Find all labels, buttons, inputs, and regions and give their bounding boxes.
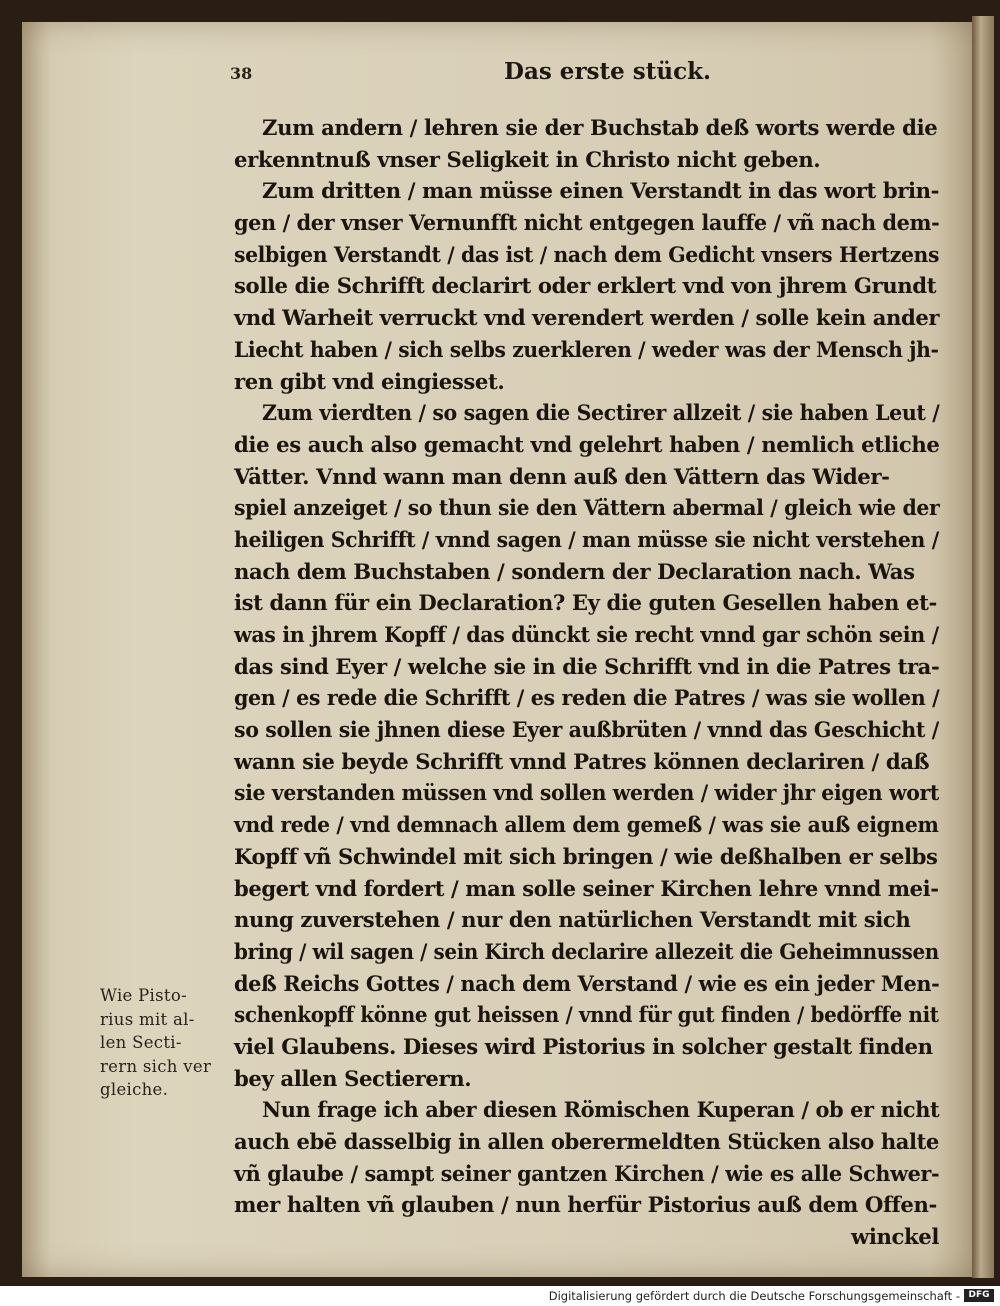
marginal-note bbox=[100, 984, 240, 1102]
text-line: Vätter. Vnnd wann man denn auß den Vättern das Wider- bbox=[234, 463, 890, 489]
text-line: deß Reichs Gottes / nach dem Verstand / wie es ein jeder Men- bbox=[234, 970, 940, 996]
text-line: das sind Eyer / welche sie in die Schrifft vnd in die Patres tra- bbox=[234, 653, 940, 679]
text-line: ist dann für ein Declaration? Ey die guten Gesellen haben et- bbox=[234, 590, 937, 616]
footer-bar bbox=[0, 1286, 1000, 1306]
text-line: vnd rede / vnd demnach allem dem gemeß / was sie auß eignem bbox=[234, 812, 939, 838]
text-line: erkenntnuß vnser Seligkeit in Christo nicht geben. bbox=[234, 146, 821, 172]
text-line: spiel anzeiget / so thun sie den Vättern abermal / gleich wie der bbox=[234, 495, 940, 521]
text-line: auch ebē dasselbig in allen oberermeldten Stücken also halte bbox=[234, 1129, 939, 1154]
text-line: Kopff vñ Schwindel mit sich bringen / wie deßhalben er selbs bbox=[234, 843, 938, 869]
text-line: heiligen Schrifft / vnnd sagen / man müsse sie nicht verstehen / bbox=[234, 526, 939, 552]
text-line: Zum dritten / man müsse einen Verstandt in das wort brin- bbox=[262, 178, 940, 204]
text-line: solle die Schrifft declarirt oder erklert vnd von jhrem Grundt bbox=[234, 273, 937, 299]
text-line: Zum vierdten / so sagen die Sectirer allzeit / sie haben Leut / bbox=[262, 400, 940, 426]
text-line: Liecht haben / sich selbs zuerkleren / weder was der Mensch jh- bbox=[234, 336, 939, 362]
text-line: sie verstanden müssen vnd sollen werden / wider jhr eigen wort bbox=[234, 780, 939, 806]
marginal-note-line: Wie Pisto- bbox=[100, 986, 187, 1005]
text-line: Zum andern / lehren sie der Buchstab deß worts werde die bbox=[262, 115, 938, 140]
marginal-note-line: len Secti- bbox=[100, 1033, 182, 1053]
text-line: ren gibt vnd eingiesset. bbox=[234, 368, 505, 394]
text-line: was in jhrem Kopff / das dünckt sie recht vnnd gar schön sein / bbox=[234, 622, 939, 647]
text-line: mer halten vñ glauben / nun herfür Pistorius auß dem Offen- bbox=[234, 1192, 937, 1218]
text-line: die es auch also gemacht vnd gelehrt haben / nemlich etliche bbox=[234, 431, 940, 457]
page-number: 38 bbox=[230, 64, 253, 83]
text-line: schenkopff könne gut heissen / vnnd für gut finden / bedörffe nit bbox=[234, 1002, 939, 1028]
body-text bbox=[234, 112, 939, 1253]
funding-credit: Digitalisierung gefördert durch die Deutsche Forschungsgemeinschaft - bbox=[548, 1289, 960, 1303]
text-line: bring / wil sagen / sein Kirch declarire allezeit die Geheimnussen bbox=[234, 938, 939, 964]
text-line: selbigen Verstandt / das ist / nach dem Gedicht vnsers Hertzens bbox=[234, 241, 940, 267]
dfg-logo: DFG bbox=[964, 1289, 994, 1302]
text-line: so sollen sie jhnen diese Eyer außbrüten / vnnd das Geschicht / bbox=[234, 717, 939, 743]
marginal-note-line: rius mit al- bbox=[100, 1009, 195, 1029]
text-line: gen / es rede die Schrifft / es reden die Patres / was sie wollen / bbox=[234, 685, 940, 711]
text-line: nung zuverstehen / nur den natürlichen Verstandt mit sich bbox=[234, 907, 911, 933]
text-line: vñ glaube / sampt seiner gantzen Kirchen / wie es alle Schwer- bbox=[234, 1160, 940, 1186]
text-line: bey allen Sectierern. bbox=[234, 1065, 472, 1091]
text-line: wann sie beyde Schrifft vnnd Patres können declariren / daß bbox=[234, 748, 930, 774]
text-line: begert vnd fordert / man solle seiner Kirchen lehre vnnd mei- bbox=[234, 875, 939, 901]
marginal-note-line: gleiche. bbox=[100, 1080, 169, 1100]
text-line: Nun frage ich aber diesen Römischen Kuperan / ob er nicht bbox=[262, 1097, 940, 1123]
text-line: gen / der vnser Vernunfft nicht entgegen lauffe / vñ nach dem- bbox=[234, 210, 940, 236]
text-line: vnd Warheit verruckt vnd verendert werden / solle kein ander bbox=[234, 305, 940, 331]
text-line: nach dem Buchstaben / sondern der Declaration nach. Was bbox=[234, 558, 915, 584]
page-edge bbox=[972, 16, 994, 1278]
marginal-note-line: rern sich ver bbox=[100, 1056, 212, 1076]
page-header bbox=[214, 58, 934, 92]
running-head: Das erste stück. bbox=[504, 58, 712, 85]
catchword: winckel bbox=[850, 1224, 939, 1250]
text-line: viel Glaubens. Dieses wird Pistorius in solcher gestalt finden bbox=[234, 1033, 933, 1059]
